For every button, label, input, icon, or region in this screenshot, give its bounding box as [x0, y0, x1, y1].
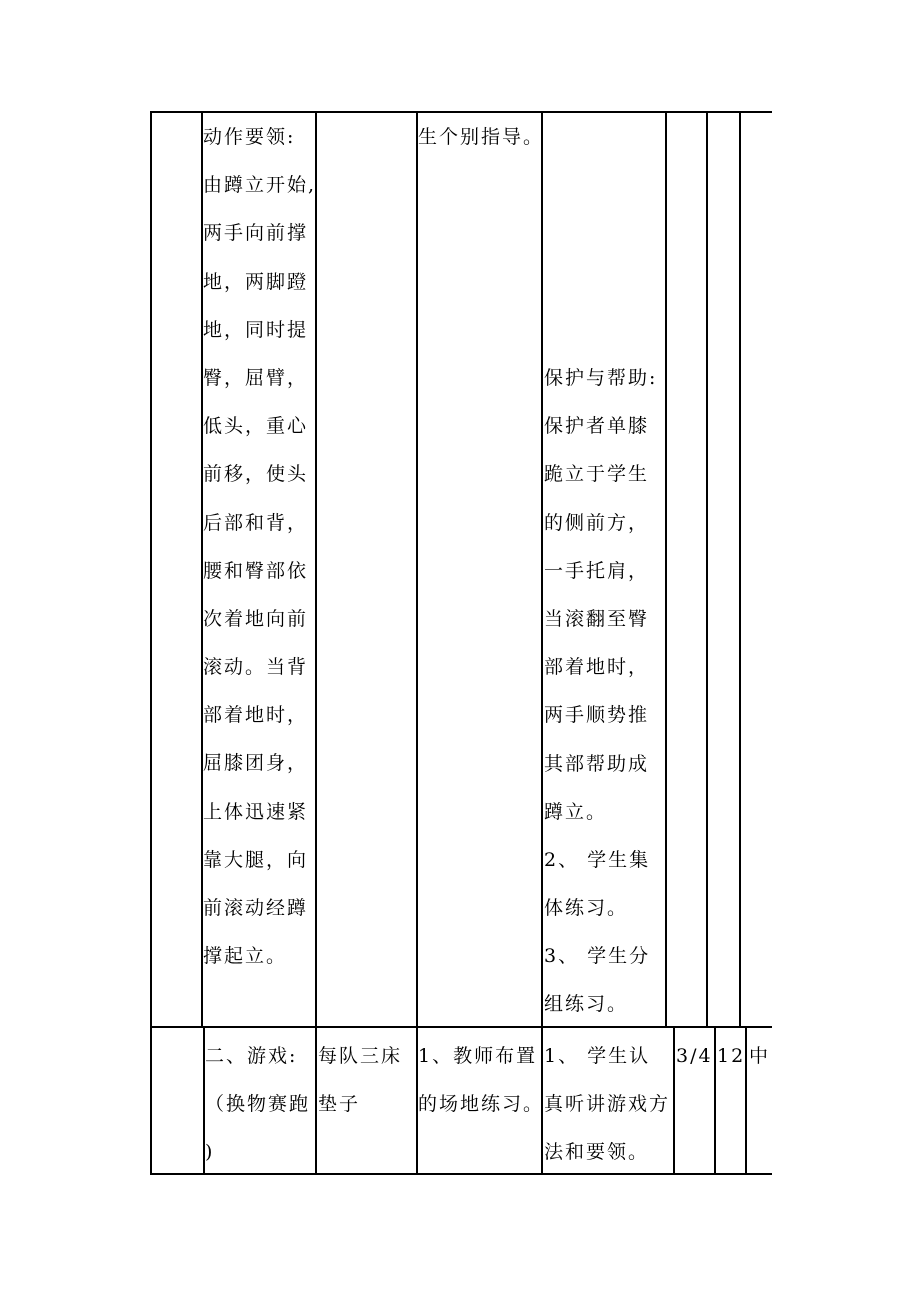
text-line: 部着地时， [203, 704, 309, 727]
text-line: 两手顺势推 [544, 704, 650, 727]
text-line: 组练习。 [544, 993, 629, 1016]
text-line: 滚动。当背 [203, 656, 309, 679]
text-line: 次着地向前 [203, 607, 309, 630]
text-line: 跪立于学生 [544, 463, 650, 486]
text-line: 3、 学生分 [544, 945, 651, 968]
text-line: 低头，重心 [203, 415, 309, 438]
text-line: 生个别指导。 [418, 126, 545, 148]
text-line: 1、教师布置 [418, 1045, 538, 1067]
text-line: 动作要领: [203, 126, 296, 148]
text-line: 二、游戏: [205, 1045, 298, 1067]
text-line: 保护与帮助: [544, 367, 658, 389]
row-divider [150, 1026, 772, 1028]
row2-student-activity [544, 1032, 670, 1176]
text-line: （换物赛跑 [205, 1093, 311, 1115]
text-line: 当滚翻至臀 [544, 607, 650, 630]
row2-count [676, 1032, 713, 1080]
text-line: 保护者单膝 [544, 415, 650, 438]
row2-teacher-activity [418, 1032, 544, 1128]
row2-game-title [205, 1032, 310, 1176]
text-line: 臀，屈臂， [203, 366, 309, 389]
text-line: 2、 学生集 [544, 848, 651, 871]
row1-col-divider-5 [665, 111, 667, 1028]
text-line: 屈膝团身， [203, 752, 309, 775]
text-line: 法和要领。 [544, 1141, 650, 1163]
text-line: 由蹲立开始, [203, 174, 317, 197]
text-line: 靠大腿，向 [203, 848, 309, 871]
row1-teacher-guidance [418, 113, 544, 161]
text-line: 体练习。 [544, 897, 629, 920]
text-line: 的场地练习。 [418, 1093, 545, 1115]
text-line: ) [205, 1141, 215, 1163]
text-line: 12 [717, 1045, 746, 1067]
text-line: 蹲立。 [544, 800, 608, 823]
text-line: 3/4 [676, 1045, 713, 1067]
row1-col-divider-4 [541, 111, 543, 1028]
text-line: 撑起立。 [203, 945, 288, 968]
text-line: 每队三床 [318, 1045, 403, 1067]
text-line: 腰和臀部依 [203, 559, 309, 582]
text-line: 部着地时， [544, 656, 650, 679]
text-line: 一手托肩， [544, 559, 650, 582]
text-line: 的侧前方， [544, 511, 650, 534]
text-line: 上体迅速紧 [203, 800, 309, 823]
row1-col-divider-7 [739, 111, 741, 1028]
text-line: 后部和背， [203, 511, 309, 534]
row2-minutes [717, 1032, 745, 1080]
row2-col-divider-2 [315, 1026, 317, 1175]
text-line: 地，两脚蹬 [203, 270, 309, 293]
text-line: 1、 学生认 [544, 1045, 651, 1067]
table-left-border [150, 111, 152, 1175]
row1-col-divider-6 [706, 111, 708, 1028]
row2-col-divider-7 [745, 1026, 747, 1175]
text-line: 前移，使头 [203, 463, 309, 486]
row2-col-divider-5 [673, 1026, 675, 1175]
text-line: 垫子 [318, 1093, 361, 1115]
text-line: 中 [749, 1045, 771, 1067]
row1-protection-help [544, 354, 657, 1029]
text-line: 地，同时提 [203, 318, 309, 341]
row2-intensity [749, 1032, 770, 1080]
text-line: 两手向前撑 [203, 222, 309, 245]
text-line: 前滚动经蹲 [203, 897, 309, 919]
row2-equipment [318, 1032, 402, 1128]
row1-col-divider-3 [416, 111, 418, 1028]
text-line: 其部帮助成 [544, 752, 650, 775]
text-line: 真听讲游戏方 [544, 1093, 671, 1115]
row2-col-divider-6 [714, 1026, 716, 1175]
row1-action-essentials [203, 113, 316, 980]
